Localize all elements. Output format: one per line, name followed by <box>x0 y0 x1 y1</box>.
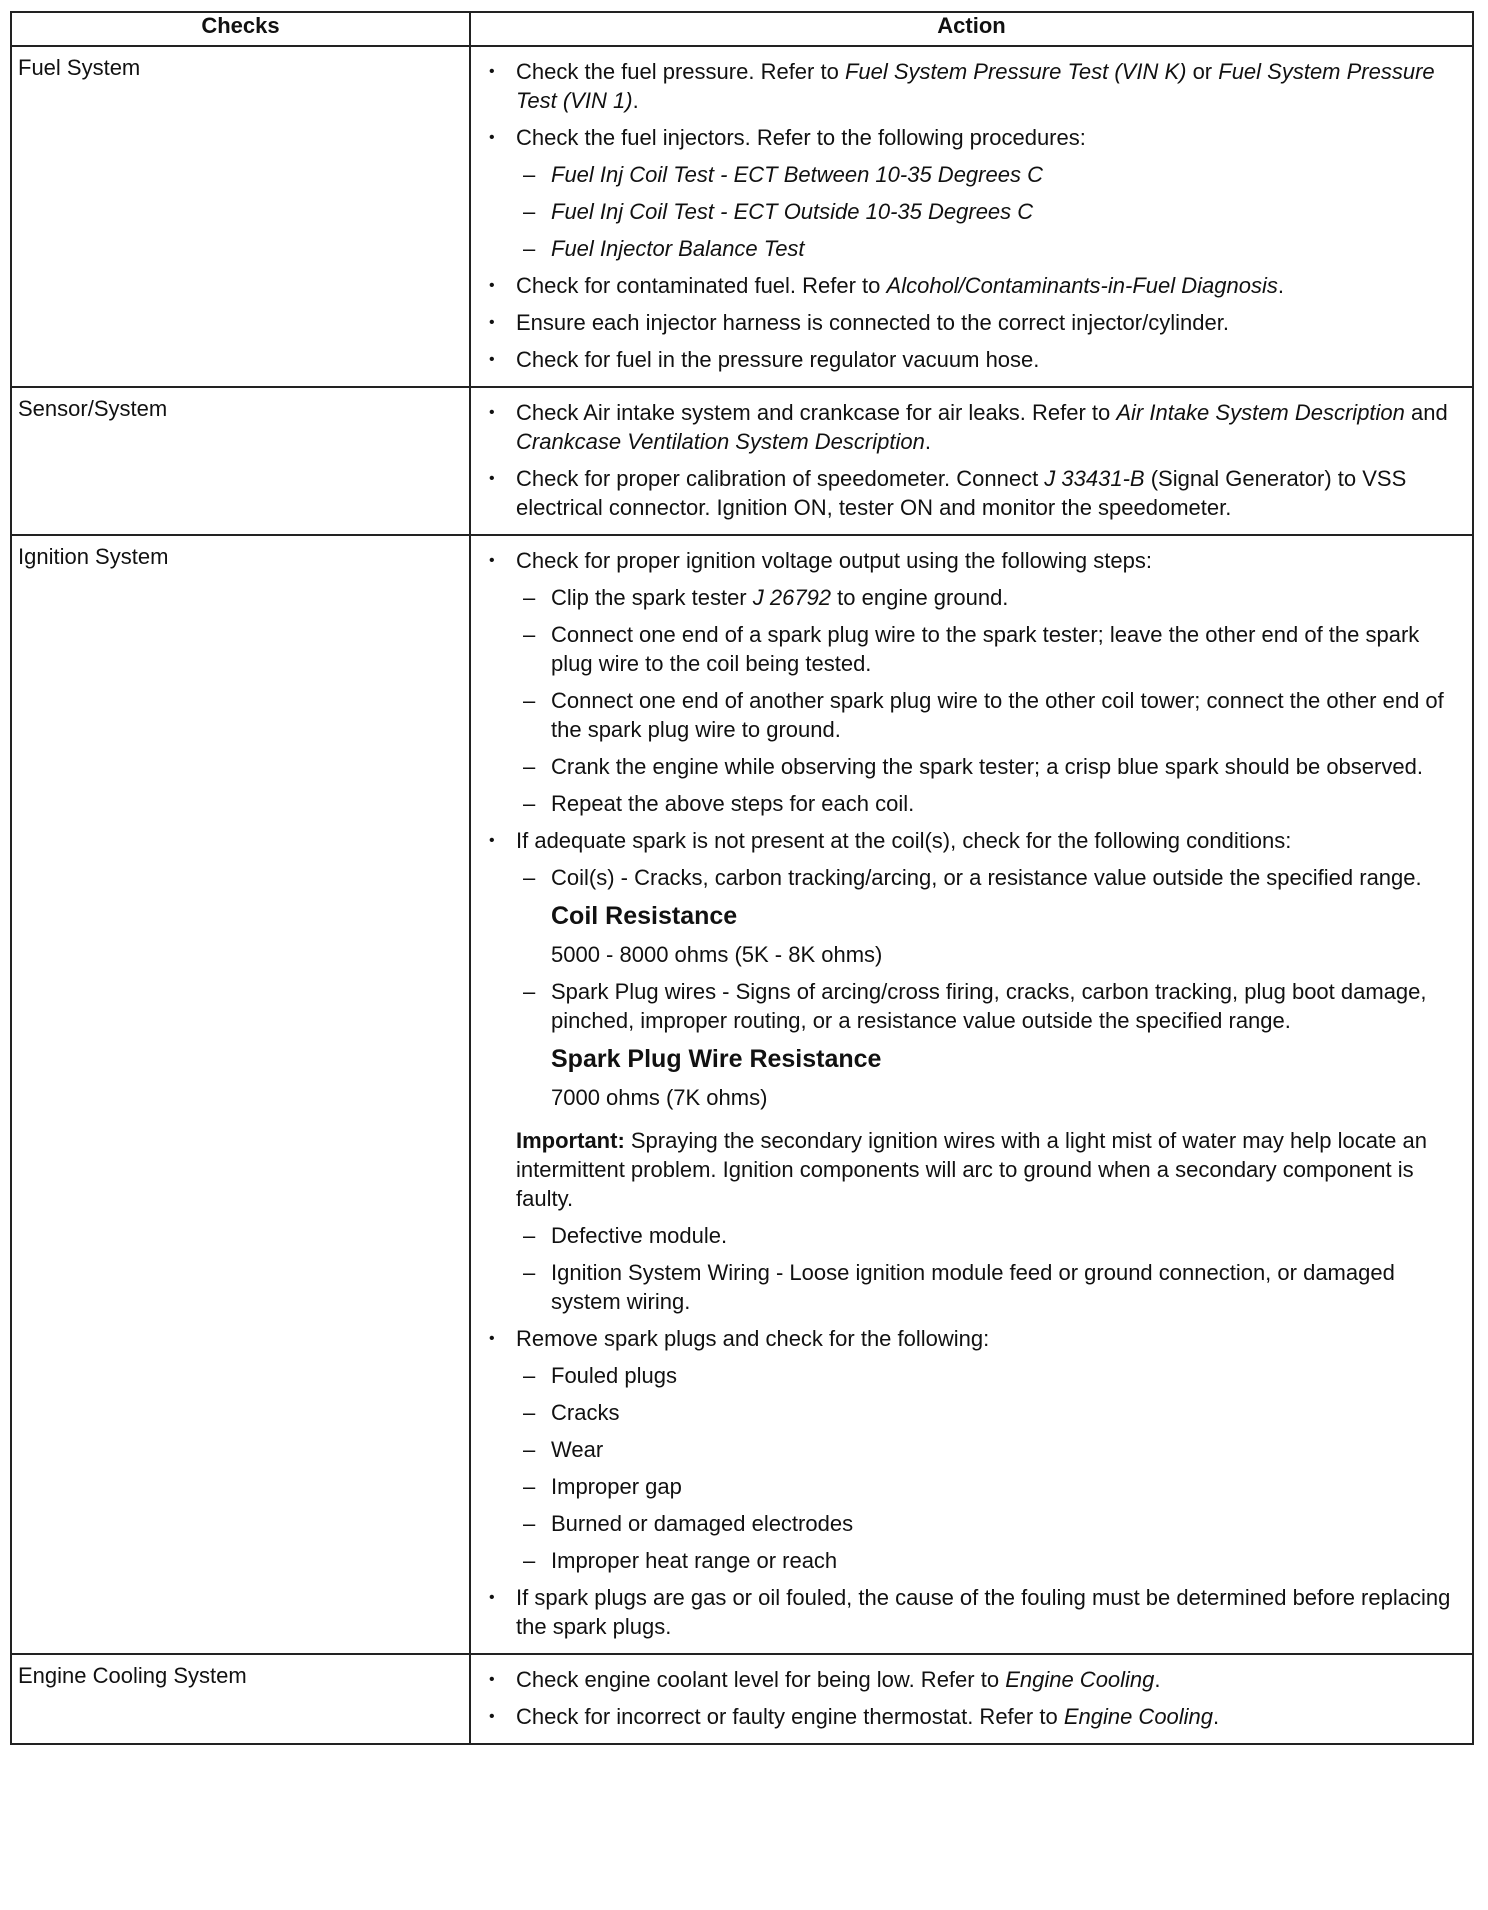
list-item: • Check Air intake system and crankcase for air leaks. Refer to Air Intake System Description and Crankcase Ventilation System Description. <box>481 398 1464 456</box>
action-fuel-system <box>470 46 1473 387</box>
list-item: – Wear <box>481 1435 1464 1464</box>
list-item: – Spark Plug wires - Signs of arcing/cross firing, cracks, carbon tracking, plug boot damage, pinched, improper routing, or a resistance value outside the specified range. <box>481 977 1464 1035</box>
action-header: Action <box>470 12 1473 46</box>
wire-resistance-heading: Spark Plug Wire Resistance <box>551 1045 882 1073</box>
list-item: • Check the fuel pressure. Refer to Fuel System Pressure Test (VIN K) or Fuel System Pressure Test (VIN 1). <box>481 57 1464 115</box>
important-note: Important: Spraying the secondary ignition wires with a light mist of water may help locate an intermittent problem. Ignition components will arc to ground when a secondary component is faulty. <box>516 1128 1427 1211</box>
list-item: – Repeat the above steps for each coil. <box>481 789 1464 818</box>
list-item: • Ensure each injector harness is connected to the correct injector/cylinder. <box>481 308 1464 337</box>
list-item: – Clip the spark tester J 26792 to engine ground. <box>481 583 1464 612</box>
list-item: • Check engine coolant level for being low. Refer to Engine Cooling. <box>481 1665 1464 1694</box>
action-sensor-system <box>470 387 1473 535</box>
list-item: • Remove spark plugs and check for the following: <box>481 1324 1464 1353</box>
row-fuel-system <box>11 46 1473 387</box>
list-item: – Improper heat range or reach <box>481 1546 1464 1575</box>
check-engine-cooling: Engine Cooling System <box>11 1654 470 1744</box>
coil-resistance-value: 5000 - 8000 ohms (5K - 8K ohms) <box>551 942 883 967</box>
list-item: • Check for proper ignition voltage output using the following steps: <box>481 546 1464 575</box>
list-item: • Check for incorrect or faulty engine thermostat. Refer to Engine Cooling. <box>481 1702 1464 1731</box>
list-item: • Check for contaminated fuel. Refer to Alcohol/Contaminants-in-Fuel Diagnosis. <box>481 271 1464 300</box>
list-item: – Coil(s) - Cracks, carbon tracking/arcing, or a resistance value outside the specified range. <box>481 863 1464 892</box>
list-item: • If adequate spark is not present at the coil(s), check for the following conditions: <box>481 826 1464 855</box>
list-item: • Check the fuel injectors. Refer to the following procedures: <box>481 123 1464 152</box>
check-fuel-system: Fuel System <box>11 46 470 387</box>
list-item: – Fouled plugs <box>481 1361 1464 1390</box>
diagnostic-table <box>10 11 1474 1745</box>
action-ignition-system <box>470 535 1473 1654</box>
list-item: – Burned or damaged electrodes <box>481 1509 1464 1538</box>
header-row <box>11 12 1473 46</box>
row-engine-cooling <box>11 1654 1473 1744</box>
list-item: – Improper gap <box>481 1472 1464 1501</box>
row-ignition-system <box>11 535 1473 1654</box>
list-item: – Crank the engine while observing the spark tester; a crisp blue spark should be observed. <box>481 752 1464 781</box>
check-ignition-system: Ignition System <box>11 535 470 1654</box>
list-item: – Fuel Inj Coil Test - ECT Outside 10-35 Degrees C <box>481 197 1464 226</box>
list-item: – Connect one end of another spark plug wire to the other coil tower; connect the other end of the spark plug wire to ground. <box>481 686 1464 744</box>
wire-resistance-value: 7000 ohms (7K ohms) <box>551 1085 768 1110</box>
checks-header: Checks <box>11 12 470 46</box>
list-item: • Check for fuel in the pressure regulator vacuum hose. <box>481 345 1464 374</box>
check-sensor-system: Sensor/System <box>11 387 470 535</box>
action-engine-cooling <box>470 1654 1473 1744</box>
list-item: – Connect one end of a spark plug wire to the spark tester; leave the other end of the spark plug wire to the coil being tested. <box>481 620 1464 678</box>
list-item: • If spark plugs are gas or oil fouled, the cause of the fouling must be determined before replacing the spark plugs. <box>481 1583 1464 1641</box>
list-item: – Ignition System Wiring - Loose ignition module feed or ground connection, or damaged system wiring. <box>481 1258 1464 1316</box>
list-item: – Defective module. <box>481 1221 1464 1250</box>
list-item: – Cracks <box>481 1398 1464 1427</box>
coil-resistance-heading: Coil Resistance <box>551 902 738 930</box>
list-item: – Fuel Injector Balance Test <box>481 234 1464 263</box>
row-sensor-system <box>11 387 1473 535</box>
list-item: • Check for proper calibration of speedometer. Connect J 33431-B (Signal Generator) to VSS electrical connector. Ignition ON, tester ON and monitor the speedometer. <box>481 464 1464 522</box>
list-item: – Fuel Inj Coil Test - ECT Between 10-35 Degrees C <box>481 160 1464 189</box>
